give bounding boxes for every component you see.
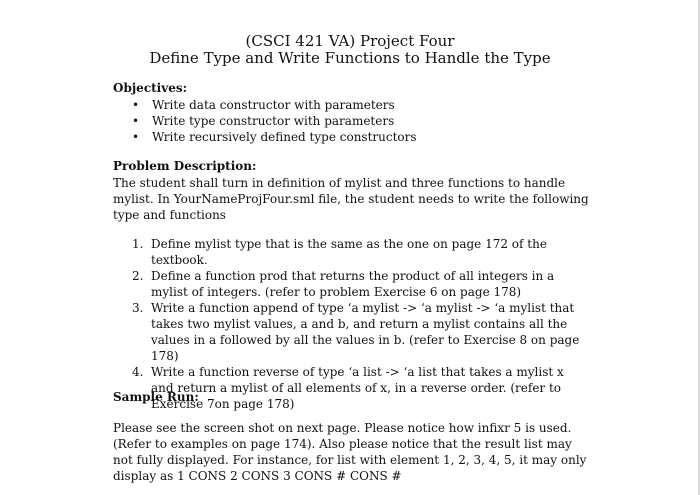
requirement-item <box>132 364 582 412</box>
objective-item: • Write recursively defined type constructors <box>132 129 417 145</box>
item-number: 4. <box>132 365 144 379</box>
item-text: Write a function append of type ‘a mylist -> ‘a mylist -> ‘a mylist that takes two mylist values, a and b, and return a mylist contains all the values in a followed by all the values in b. (refer to Exercise 8 on page 178) <box>151 301 580 363</box>
problem-description: The student shall turn in definition of mylist and three functions to handle mylist. In YourNameProjFour.sml file, the student needs to write the following type and functions <box>113 176 589 222</box>
requirement-item <box>132 236 582 268</box>
requirement-item <box>132 300 582 364</box>
requirements-list <box>132 236 582 412</box>
problem-heading: Problem Description: <box>113 159 257 173</box>
sample-run-heading: Sample Run: <box>113 390 199 404</box>
item-text: Write a function reverse of type ‘a list -> ‘a list that takes a mylist x and return a mylist of all elements of x, in a reverse order. (refer to Exercise 7on page 178) <box>151 365 564 411</box>
item-number: 2. <box>132 269 144 283</box>
objectives-heading: Objectives: <box>113 81 188 95</box>
sample-run-text: Please see the screen shot on next page. Please notice how infixr 5 is used. (Refer to examples on page 174). Also please notice that the result list may not fully displayed. For instance, for list with element 1, 2, 3, 4, 5, it may only display as 1 CONS 2 CONS 3 CONS # CONS # <box>113 421 587 483</box>
objectives-list <box>132 97 417 145</box>
item-number: 3. <box>132 301 144 315</box>
requirement-item <box>132 268 582 300</box>
document-title: (CSCI 421 VA) Project Four <box>245 32 455 50</box>
item-number: 1. <box>132 237 144 251</box>
objective-item: • Write data constructor with parameters <box>132 97 417 113</box>
document-subtitle: Define Type and Write Functions to Handle the Type <box>149 49 551 67</box>
item-text: Define a function prod that returns the product of all integers in a mylist of integers. (refer to problem Exercise 6 on page 178) <box>151 269 555 299</box>
objective-item: • Write type constructor with parameters <box>132 113 417 129</box>
item-text: Define mylist type that is the same as the one on page 172 of the textbook. <box>151 237 547 267</box>
